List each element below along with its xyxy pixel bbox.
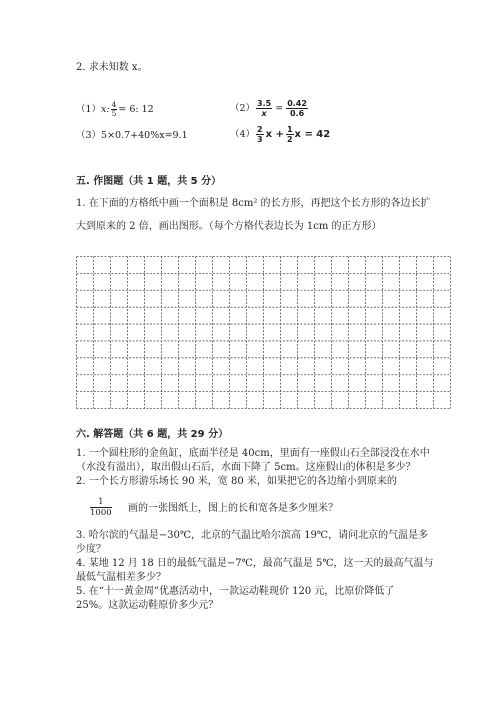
fraction-numerator: 2 xyxy=(257,125,263,134)
eq-term: 5×0.7+40%x=9.1 xyxy=(101,130,188,141)
question-4-line1: 4. 某地 12 月 18 日的最低气温是−7℃，最高气温是 5℃，这一天的最高气温与 xyxy=(76,558,434,569)
equation-section-title: 2. 求未知数 x。 xyxy=(76,62,148,73)
question-2-line1: 2. 一个长方形游乐场长 90 米，宽 80 米，如果把它的各边缩小到原来的 xyxy=(76,476,397,487)
fraction xyxy=(286,125,294,144)
question-3-line2: 少度？ xyxy=(76,544,106,555)
equation-2 xyxy=(230,99,309,118)
question-1-line1: 1. 一个圆柱形的金鱼缸，底面半径是 40cm，里面有一座假山石全部浸没在水中 xyxy=(76,448,430,459)
question-3-line1: 3. 哈尔滨的气温是−30℃，北京的气温比哈尔滨高 19℃，请问北京的气温是多 xyxy=(76,530,429,541)
fraction-denominator: x xyxy=(261,109,267,118)
equation-label: （4） xyxy=(230,129,256,140)
fraction-denominator: 0.6 xyxy=(289,109,305,118)
fraction xyxy=(111,101,118,118)
equation-label: （1） xyxy=(76,104,102,115)
equation-label: （3） xyxy=(76,130,102,141)
fraction xyxy=(256,125,264,144)
grid-paper xyxy=(76,256,451,409)
question-2-fraction xyxy=(90,497,112,518)
question-5-line2: 25%。这款运动鞋原价多少元？ xyxy=(76,600,219,611)
eq-term: = 6: 12 xyxy=(118,104,154,115)
fraction-denominator: 2 xyxy=(286,135,293,144)
fraction-denominator: 5 xyxy=(111,109,117,118)
eq-term: x + xyxy=(265,129,284,140)
question-2-line2: 画的一张图纸上，图上的长和宽各是多少厘米？ xyxy=(128,503,338,514)
question-5-line1: 5. 在“十一黄金周”优惠活动中，一款运动鞋现价 120 元，比原价降低了 xyxy=(76,586,395,597)
equation-4 xyxy=(230,125,330,144)
fraction-numerator: 0.42 xyxy=(287,99,307,108)
question-4-line2: 最低气温相差多少？ xyxy=(76,572,166,583)
equation-1 xyxy=(76,101,154,118)
fraction-denominator: 1000 xyxy=(90,508,112,518)
fraction-denominator: 3 xyxy=(257,135,263,144)
equation-label: （2） xyxy=(230,103,256,114)
drawing-question-line2: 大到原来的 2 倍，画出图形。（每个方格代表边长为 1cm 的正方形） xyxy=(76,221,382,232)
eq-term: = xyxy=(275,103,284,114)
fraction-numerator: 3.5 xyxy=(257,99,272,108)
fraction xyxy=(286,99,308,118)
section-heading-drawing: 五. 作图题（共 1 题，共 5 分） xyxy=(76,176,222,187)
eq-term: x: xyxy=(101,104,110,115)
question-1-line2: （水没有溢出），取出假山石后，水面下降了 5cm。这座假山的体积是多少？ xyxy=(76,462,416,473)
fraction xyxy=(256,99,272,118)
eq-term: x = 42 xyxy=(294,129,331,140)
fraction-numerator: 1 xyxy=(286,125,293,134)
equation-3 xyxy=(76,127,188,141)
drawing-question-line1: 1. 在下面的方格纸中画一个面积是 8cm² 的长方形，再把这个长方形的各边长扩 xyxy=(76,198,431,209)
section-heading-answers: 六. 解答题（共 6 题，共 29 分） xyxy=(76,429,229,440)
fraction-numerator: 4 xyxy=(111,100,117,109)
fraction-numerator: 1 xyxy=(90,497,112,508)
